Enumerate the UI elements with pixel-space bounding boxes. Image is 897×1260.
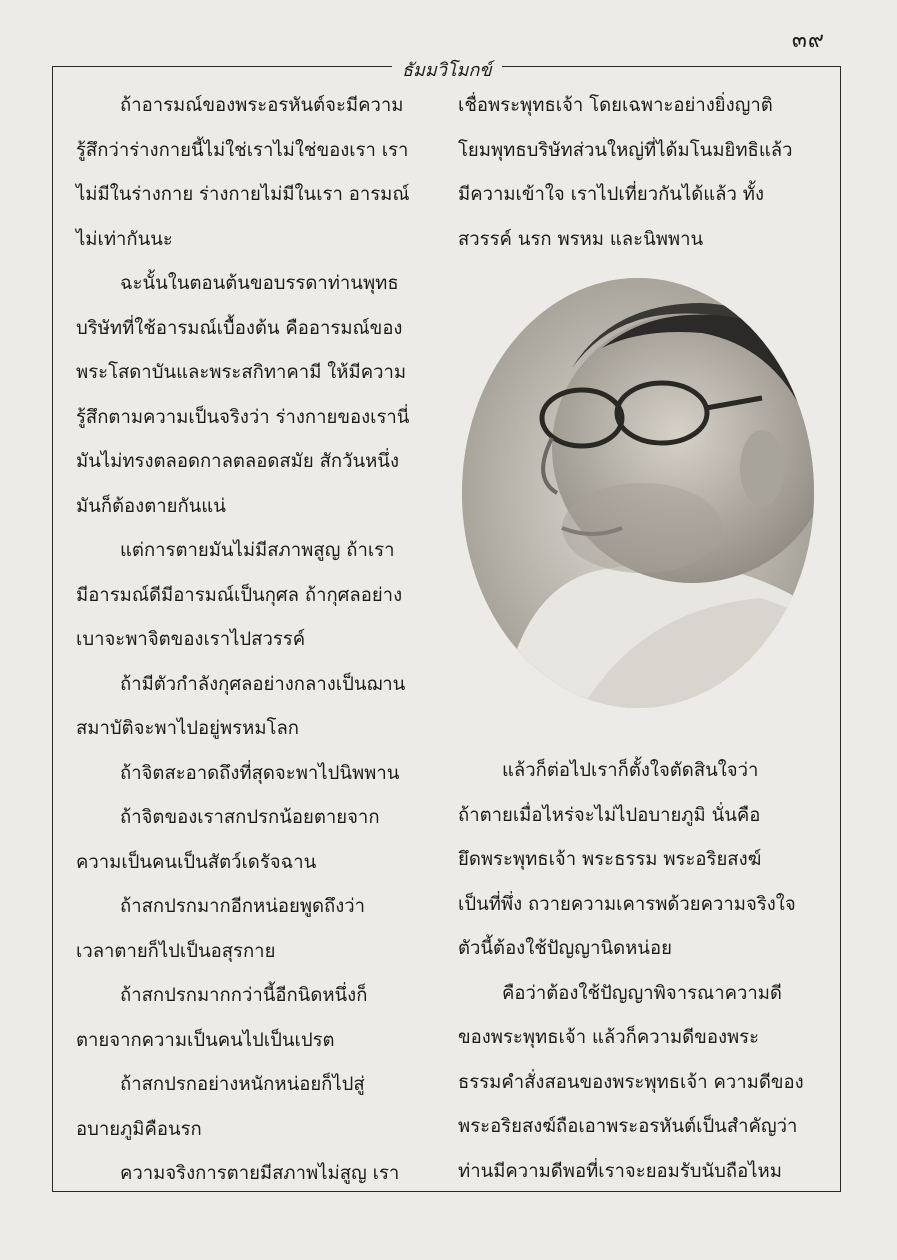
text-line: บริษัทที่ใช้อารมณ์เบื้องต้น คืออารมณ์ของ	[76, 317, 403, 339]
text-line: เป็นที่พึ่ง ถวายความเคารพด้วยความจริงใจ	[458, 893, 796, 915]
text-line: ท่านมีความดีพอที่เราจะยอมรับนับถือไหม	[458, 1160, 782, 1182]
text-line: มีความเข้าใจ เราไปเที่ยวกันได้แล้ว ทั้ง	[458, 184, 765, 205]
text-line: ถ้าสกปรกอย่างหนักหน่อยก็ไปสู่	[120, 1074, 365, 1095]
text-line: ถ้าสกปรกมากกว่านี้อีกนิดหนึ่งก็	[120, 985, 368, 1006]
text-line: ถ้าจิตของเราสกปรกน้อยตายจาก	[120, 807, 380, 828]
text-line: ไม่เท่ากันนะ	[76, 228, 173, 250]
text-line: ไม่มีในร่างกาย ร่างกายไม่มีในเรา อารมณ์	[76, 184, 410, 205]
text-line: ธรรมคำสั่งสอนของพระพุทธเจ้า ความดีของ	[458, 1071, 804, 1093]
text-line: มีอารมณ์ดีมีอารมณ์เป็นกุศล ถ้ากุศลอย่าง	[76, 584, 403, 606]
text-line: ถ้าสกปรกมากอีกหน่อยพูดถึงว่า	[120, 896, 366, 917]
text-line: มันก็ต้องตายกันแน่	[76, 495, 226, 517]
text-line: รู้สึกตามความเป็นจริงว่า ร่างกายของเรานี่	[76, 406, 410, 428]
text-line: ความจริงการตายมีสภาพไม่สูญ เรา	[120, 1163, 400, 1184]
text-line: เบาจะพาจิตของเราไปสวรรค์	[76, 629, 306, 650]
text-line: แต่การตายมันไม่มีสภาพสูญ ถ้าเรา	[120, 540, 395, 561]
portrait-illustration	[462, 278, 814, 708]
text-line: สวรรค์ นรก พรหม และนิพพาน	[458, 228, 704, 250]
text-line: ถ้ามีตัวกำลังกุศลอย่างกลางเป็นฌาน	[120, 673, 406, 695]
text-line: โยมพุทธบริษัทส่วนใหญ่ที่ได้มโนมยิทธิแล้ว	[458, 139, 793, 161]
text-line: ตัวนี้ต้องใช้ปัญญานิดหน่อย	[458, 938, 672, 959]
text-line: ฉะนั้นในตอนต้นขอบรรดาท่านพุทธ	[120, 273, 399, 294]
left-column	[76, 84, 438, 1197]
text-line: ยึดพระพุทธเจ้า พระธรรม พระอริยสงฆ์	[458, 849, 762, 870]
header-title: ธัมมวิโมกข์	[392, 55, 502, 84]
text-line: มันไม่ทรงตลอดกาลตลอดสมัย สักวันหนึ่ง	[76, 451, 399, 472]
right-column-bottom	[458, 749, 818, 1194]
right-column-top	[458, 84, 818, 262]
text-line: พระอริยสงฆ์ถือเอาพระอรหันต์เป็นสำคัญว่า	[458, 1116, 798, 1137]
text-line: ความเป็นคนเป็นสัตว์เดรัจฉาน	[76, 851, 317, 873]
text-line: แล้วก็ต่อไปเราก็ตั้งใจตัดสินใจว่า	[502, 760, 759, 781]
text-line: รู้สึกว่าร่างกายนี้ไม่ใช่เราไม่ใช่ของเรา เรา	[76, 139, 409, 161]
text-line: ถ้าตายเมื่อไหร่จะไม่ไปอบายภูมิ นั่นคือ	[458, 804, 761, 826]
text-line: คือว่าต้องใช้ปัญญาพิจารณาความดี	[502, 982, 782, 1004]
text-line: พระโสดาบันและพระสกิทาคามี ให้มีความ	[76, 362, 407, 383]
page-number: ๓๙	[791, 28, 825, 53]
text-line: ถ้าอารมณ์ของพระอรหันต์จะมีความ	[120, 95, 404, 116]
text-line: ของพระพุทธเจ้า แล้วก็ความดีของพระ	[458, 1027, 760, 1048]
monk-portrait-photo	[462, 278, 814, 708]
text-line: ถ้าจิตสะอาดถึงที่สุดจะพาไปนิพพาน	[120, 762, 400, 784]
text-line: อบายภูมิคือนรก	[76, 1118, 202, 1140]
text-line: เวลาตายก็ไปเป็นอสุรกาย	[76, 940, 276, 962]
text-line: เชื่อพระพุทธเจ้า โดยเฉพาะอย่างยิ่งญาติ	[458, 95, 773, 116]
text-line: ตายจากความเป็นคนไปเป็นเปรต	[76, 1029, 335, 1051]
text-line: สมาบัติจะพาไปอยู่พรหมโลก	[76, 718, 299, 739]
